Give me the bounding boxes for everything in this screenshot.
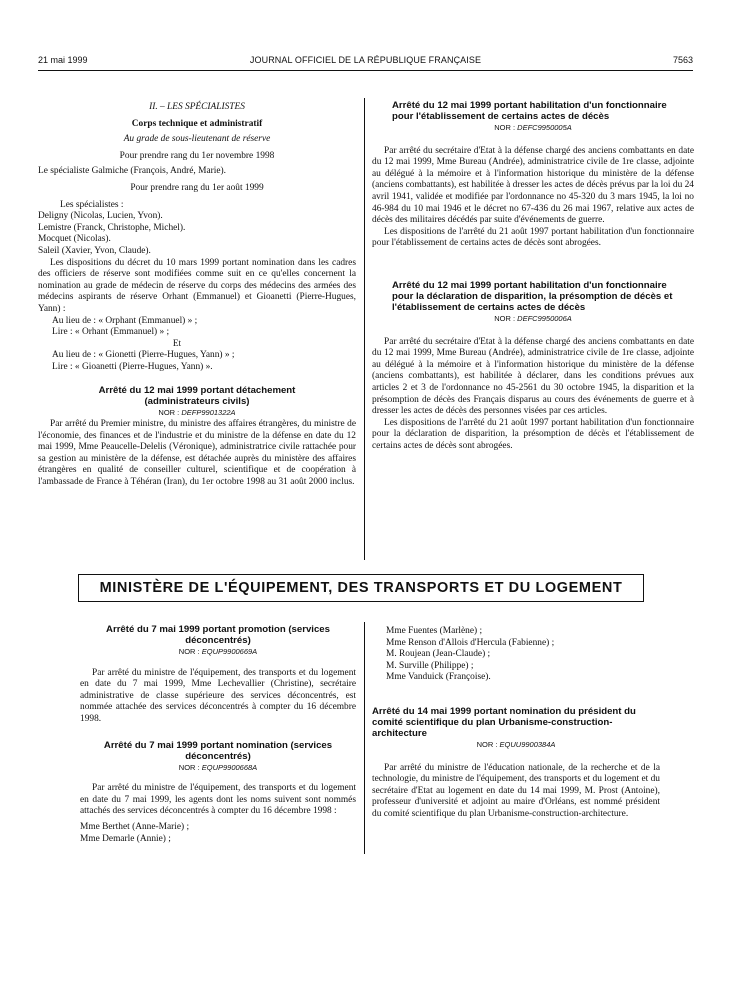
- column-divider: [364, 622, 365, 854]
- list-item: Deligny (Nicolas, Lucien, Yvon).: [38, 211, 163, 222]
- list-item: Mme Fuentes (Marlène) ;: [386, 626, 483, 636]
- nor-reference: NOR : DEFP9901322A: [158, 408, 236, 418]
- arrete-body: Par arrêté du secrétaire d'Etat à la défense chargé des anciens combattants en date du 12 mai 1999, Mme Bureau (Andrée), administratrice civile de 1re classe, adjointe au délégué à la mémoire et à l'information historique du ministère de la défense (anciens combattants), est habilitée à dresser les actes de décès prévus par la loi du 24 avril 1941, validée et modifiée par l'ordonnance no 45-320 du 3 mars 1945, la loi no 46-984 du 10 mai 1946 et le décret no 67-436 du 26 mai 1967, relative aux actes de décès des militaires décédés par suite d'événements de guerre.: [372, 145, 694, 226]
- list-item: M. Roujean (Jean-Claude) ;: [386, 649, 491, 660]
- correction-au-lieu-2: Au lieu de : « Gionetti (Pierre-Hugues, Yann) » ;: [52, 350, 235, 361]
- correction-et: Et: [172, 338, 182, 349]
- arrete-body: Par arrêté du ministre de l'équipement, des transports et du logement en date du 7 mai 1999, Mme Lechevallier (Christine), secrétaire administrative de classe supérieure des services déconcentrés, est nommée attachée des services déconcentrés à compter du 16 décembre 1998.: [80, 667, 356, 724]
- section-heading: II. – LES SPÉCIALISTES: [149, 102, 245, 112]
- list-item: Mme Demarle (Annie) ;: [80, 833, 171, 844]
- arrete-title: Arrêté du 7 mai 1999 portant promotion (services déconcentrés): [106, 624, 330, 646]
- rank-date-1: Pour prendre rang du 1er novembre 1998: [119, 150, 275, 161]
- ministry-banner: MINISTÈRE DE L'ÉQUIPEMENT, DES TRANSPORTS ET DU LOGEMENT: [78, 574, 644, 602]
- list-item: M. Surville (Philippe) ;: [386, 660, 474, 671]
- rank-date-2: Pour prendre rang du 1er août 1999: [130, 182, 264, 193]
- lower-right-column: [372, 626, 660, 821]
- running-header: [38, 55, 693, 69]
- nor-reference: NOR : EQUU9900384A: [476, 739, 556, 749]
- list-item: Mocquet (Nicolas).: [38, 234, 111, 245]
- list-item: Mme Vanduick (Françoise).: [386, 672, 491, 683]
- arrete-body: Par arrêté du Premier ministre, du ministre des affaires étrangères, du ministre de l'économie, des finances et de l'industrie et du ministre de la défense en date du 12 mai 1999, Mme Peaucelle-Delelis (Véronique), administratrice civile rattachée pour sa gestion au ministère de la défense, est détachée auprès du ministère des affaires étrangères en qualité de conseiller culturel, scientifique et de coopération à l'ambassade de France à Téhéran (Iran), du 1er octobre 1998 au 31 août 2000 inclus.: [38, 419, 356, 488]
- column-divider: [364, 98, 365, 560]
- arrete-body: Les dispositions de l'arrêté du 21 août 1997 portant habilitation d'un fonctionnaire pour la déclaration de disparition, la présomption de décès et l'établissement de certains actes de décès sont abrogées.: [372, 417, 694, 451]
- list-item: Mme Renson d'Allois d'Herculа (Fabienne) ;: [386, 637, 555, 648]
- correction-lire-1: Lire : « Orhant (Emmanuel) » ;: [52, 327, 170, 338]
- corps-heading: Corps technique et administratif: [131, 118, 263, 129]
- specialists-label: Les spécialistes :: [60, 199, 124, 210]
- correction-au-lieu-1: Au lieu de : « Orphant (Emmanuel) » ;: [52, 315, 198, 326]
- nor-reference: NOR : DEFC9950005A: [494, 123, 572, 132]
- arrete-title: Arrêté du 14 mai 1999 portant nomination du président du comité scientifique du plan Urbanisme-construction-architecture: [372, 705, 636, 739]
- arrete-title: Arrêté du 12 mai 1999 portant détachement (administrateurs civils): [98, 385, 296, 408]
- lower-left-column: [80, 624, 356, 845]
- list-item: Lemistre (Franck, Christophe, Michel).: [38, 222, 186, 233]
- arrete-title: Arrêté du 12 mai 1999 portant habilitation d'un fonctionnaire pour l'établissement de certains actes de décès: [392, 100, 667, 122]
- journal-title: JOURNAL OFFICIEL DE LA RÉPUBLIQUE FRANÇAISE: [249, 55, 482, 65]
- arrete-body: Les dispositions de l'arrêté du 21 août 1997 portant habilitation d'un fonctionnaire pour l'établissement de certains actes de décès sont abrogées.: [372, 226, 694, 249]
- list-item: Mme Berthet (Anne-Marie) ;: [80, 821, 190, 832]
- modification-paragraph: Les dispositions du décret du 10 mars 1999 portant nomination dans les cadres des officiers de réserve sont modifiées comme suit en ce qu'elles concernent la nomination au grade de médecin de réserve du corps des médecins des armées des médecins aspirants de réserve Orhant (Emmanuel) et Gioanetti (Pierre-Hugues, Yann) :: [38, 257, 356, 314]
- header-rule: [38, 70, 693, 71]
- nor-reference: NOR : EQUP9900668A: [178, 762, 258, 772]
- correction-lire-2: Lire : « Gioanetti (Pierre-Hugues, Yann) ».: [52, 361, 213, 372]
- nor-reference: NOR : DEFC9950006A: [494, 313, 572, 323]
- list-item: Saleil (Xavier, Yvon, Claude).: [38, 245, 151, 256]
- arrete-title: Arrêté du 12 mai 1999 portant habilitation d'un fonctionnaire pour la déclaration de disparition, la présomption de décès et l'établissement de certains actes de décès: [392, 279, 673, 313]
- right-column: [372, 100, 694, 452]
- specialist-galmiche: Le spécialiste Galmiche (François, André, Marie).: [38, 166, 226, 177]
- arrete-title: Arrêté du 7 mai 1999 portant nomination (services déconcentrés): [103, 739, 333, 762]
- grade-heading: Au grade de sous-lieutenant de réserve: [123, 134, 271, 145]
- header-date: 21 mai 1999: [38, 55, 88, 65]
- left-column: [38, 100, 356, 489]
- page-number: 7563: [672, 55, 693, 65]
- arrete-body: Par arrêté du ministre de l'éducation nationale, de la recherche et de la technologie, du ministre de l'équipement, des transports et du logement et du secrétaire d'Etat au logement en date du 14 mai 1999, M. Prost (Antoine), professeur d'université et adjoint au maire d'Orléans, est nommé président du comité scientifique du plan Urbanisme-construction-architecture.: [372, 762, 660, 819]
- nor-reference: NOR : EQUP9900669A: [178, 647, 258, 656]
- arrete-body: Par arrêté du secrétaire d'Etat à la défense chargé des anciens combattants en date du 12 mai 1999, Mme Bureau (Andrée), administratrice civile de 1re classe, adjointe au délégué à la mémoire et à l'information historique du ministère de la défense (anciens combattants), est habilitée à déclarer, dans les conditions prévues aux articles 2 et 3 de l'ordonnance no 45-2561 du 30 octobre 1945, la disparition et la présomption de décès des Français disparus au cours des événements de guerre et à dresser les actes de décès des personnes visées par ces articles.: [372, 336, 694, 417]
- arrete-body: Par arrêté du ministre de l'équipement, des transports et du logement en date du 7 mai 1999, les agents dont les noms suivent sont nommés attachés des services déconcentrés à compter du 16 décembre 1998 :: [80, 783, 356, 817]
